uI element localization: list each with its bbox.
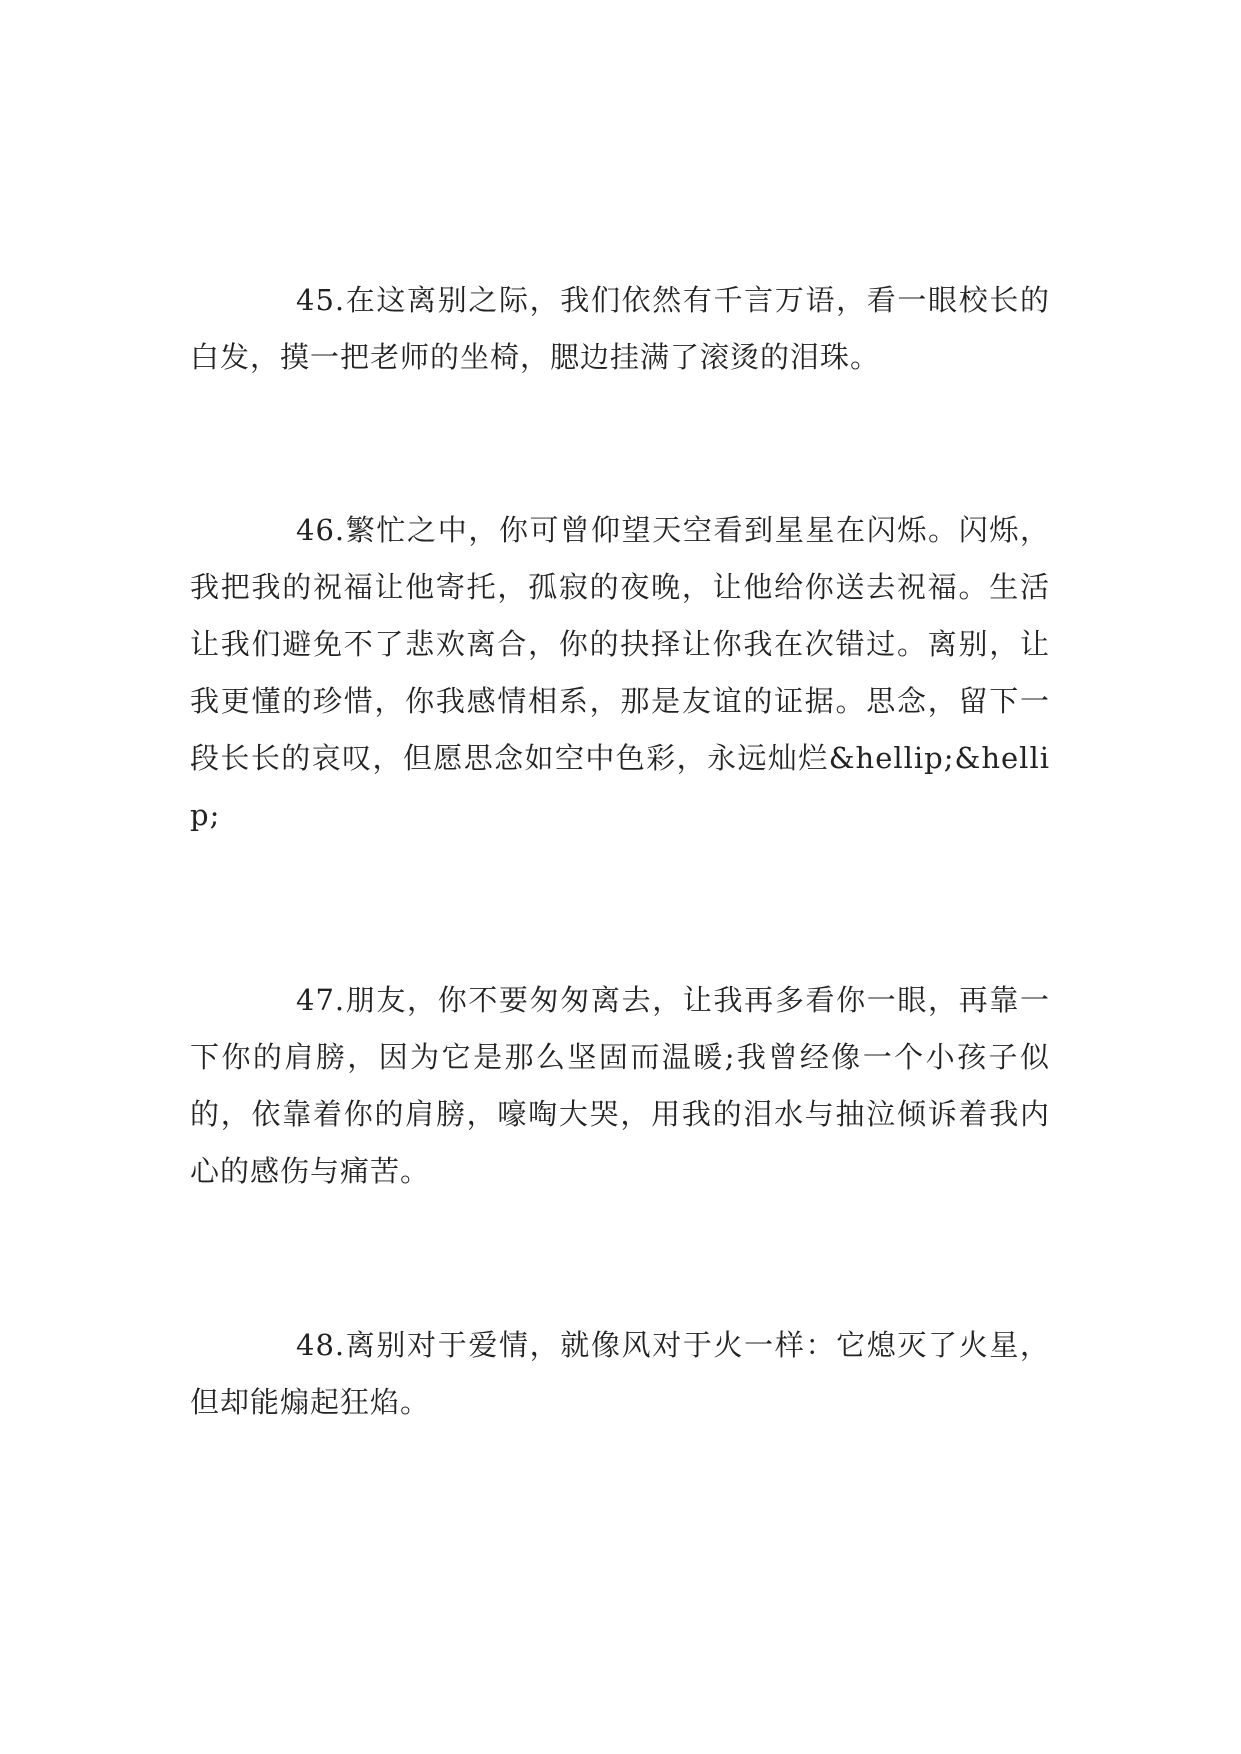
paragraph-45: 45.在这离别之际，我们依然有千言万语，看一眼校长的白发，摸一把老师的坐椅，腮边挂满了滚烫的泪珠。 [190, 283, 1050, 374]
paragraph-46: 46.繁忙之中，你可曾仰望天空看到星星在闪烁。闪烁，我把我的祝福让他寄托，孤寂的夜晚，让他给你送去祝福。生活让我们避免不了悲欢离合，你的抉择让你我在次错过。离别，让我更懂的珍惜，你我感情相系，那是友谊的证据。思念，留下一段长长的哀叹，但愿思念如空中色彩，永远灿烂&hellip;&hellip; [190, 513, 1050, 832]
paragraph-47: 47.朋友，你不要匆匆离去，让我再多看你一眼，再靠一下你的肩膀，因为它是那么坚固而温暖;我曾经像一个小孩子似的，依靠着你的肩膀，嚎啕大哭，用我的泪水与抽泣倾诉着我内心的感伤与痛苦。 [190, 983, 1050, 1188]
paragraph-48: 48.离别对于爱情，就像风对于火一样：它熄灭了火星，但却能煽起狂焰。 [190, 1328, 1050, 1419]
